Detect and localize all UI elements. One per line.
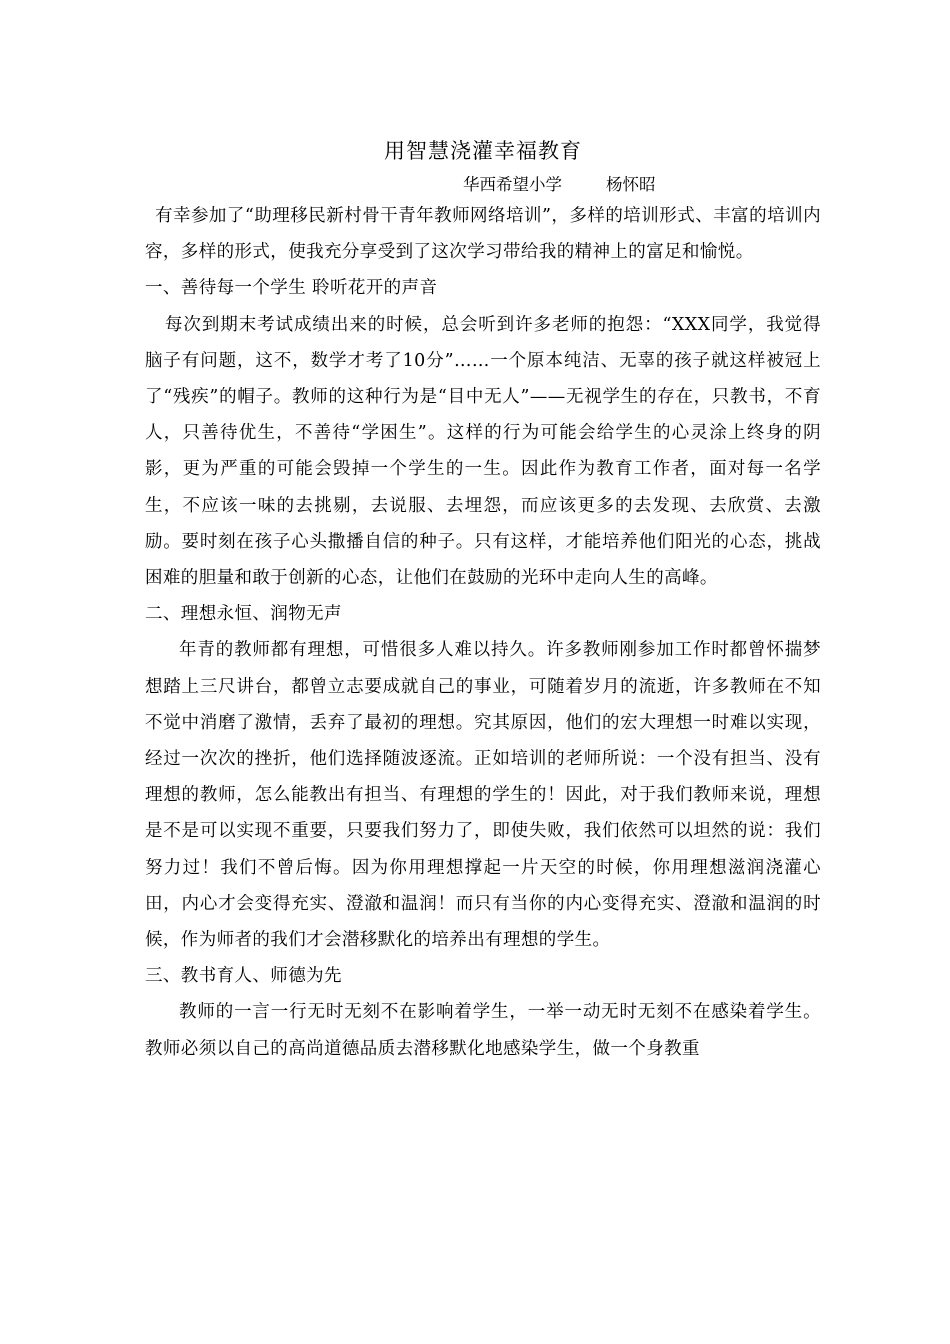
document-title: 用智慧浇灌幸福教育 [384, 139, 582, 163]
section-body-2: 年青的教师都有理想，可惜很多人难以持久。许多教师刚参加工作时都曾怀揣梦想踏上三尺讲台，都曾立志要成就自己的事业，可随着岁月的流逝，许多教师在不知不觉中消磨了激情，丢弃了最初的理想。究其原因，他们的宏大理想一时难以实现，经过一次次的挫折，他们选择随波逐流。正如培训的老师所说：一个没有担当、没有理想的教师，怎么能教出有担当、有理想的学生的！因此，对于我们教师来说，理想是不是可以实现不重要，只要我们努力了，即使失败，我们依然可以坦然的说：我们努力过！我们不曾后悔。因为你用理想撑起一片天空的时候，你用理想滋润浇灌心田，内心才会变得充实、澄澈和温润！而只有当你的内心变得充实、澄澈和温润的时候，作为师者的我们才会潜移默化的培养出有理想的学生。 [145, 640, 821, 951]
intro-paragraph: 有幸参加了“助理移民新村骨干青年教师网络培训”，多样的培训形式、丰富的培训内容，多样的形式，使我充分享受到了这次学习带给我的精神上的富足和愉悦。 [145, 206, 821, 263]
section-heading-1: 一、善待每一个学生 聆听花开的声音 [145, 278, 438, 299]
author-name: 杨怀昭 [606, 175, 656, 194]
section-heading-2: 二、理想永恒、润物无声 [145, 604, 342, 625]
section-body-3: 教师的一言一行无时无刻不在影响着学生，一举一动无时无刻不在感染着学生。教师必须以自己的高尚道德品质去潜移默化地感染学生，做一个身教重 [145, 1002, 821, 1059]
section-body-1: 每次到期末考试成绩出来的时候，总会听到许多老师的抱怨：“XXX同学，我觉得脑子有问题，这不，数学才考了10分”……一个原本纯洁、无辜的孩子就这样被冠上了“残疾”的帽子。教师的这种行为是“目中无人”——无视学生的存在，只教书，不育人，只善待优生，不善待“学困生”。这样的行为可能会给学生的心灵涂上终身的阴影，更为严重的可能会毁掉一个学生的一生。因此作为教育工作者，面对每一名学生，不应该一味的去挑剔，去说服、去埋怨，而应该更多的去发现、去欣赏、去激励。要时刻在孩子心头撒播自信的种子。只有这样，才能培养他们阳光的心态，挑战困难的胆量和敢于创新的心态，让他们在鼓励的光环中走向人生的高峰。 [145, 314, 821, 589]
document-body [145, 134, 821, 1067]
section-heading-3: 三、教书育人、师德为先 [145, 966, 342, 987]
school-name: 华西希望小学 [463, 175, 562, 194]
author-line [145, 172, 821, 198]
